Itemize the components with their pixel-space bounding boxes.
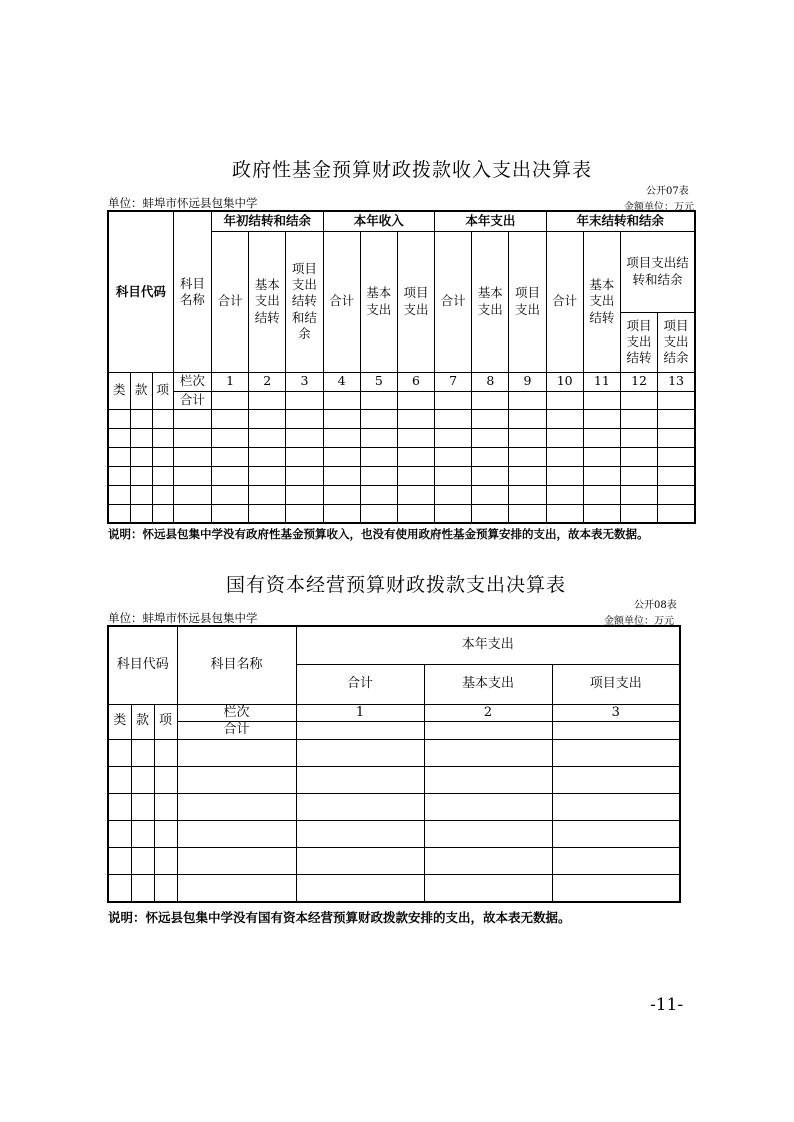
table1-amount-unit: 金额单位：万元 — [624, 202, 694, 213]
table2-total-row — [108, 722, 680, 740]
table1-header-income: 本年收入 — [323, 211, 435, 231]
table1-col-number: 8 — [472, 372, 509, 391]
table1-header-expense: 本年支出 — [435, 211, 547, 231]
table1-col-basic-income: 基本支出 — [360, 231, 397, 372]
table1-grid — [107, 210, 696, 524]
table1-col-number: 4 — [323, 372, 360, 391]
table1-col-number: 5 — [360, 372, 397, 391]
table-row — [108, 466, 695, 485]
table1-col-project-income: 项目支出 — [397, 231, 434, 372]
table1-col-basic-carry-begin: 基本支出结转 — [249, 231, 286, 372]
table2-header-expense: 本年支出 — [296, 626, 680, 664]
table1-note: 说明：怀远县包集中学没有政府性基金预算收入，也没有使用政府性基金预算安排的支出，故本表无数据。 — [108, 527, 649, 541]
table1-col-number: 12 — [620, 372, 657, 391]
table2-unit: 单位：蚌埠市怀远县包集中学 — [108, 611, 258, 625]
table-row — [108, 875, 680, 902]
table1-col-total-income: 合计 — [323, 231, 360, 372]
table-row — [108, 409, 695, 428]
table1-col-project-balance: 项目支出结余 — [658, 312, 695, 372]
table1-col-project-carry-begin: 项目支出结转和结余 — [286, 231, 323, 372]
table2-col-total: 合计 — [296, 664, 424, 704]
table1-title: 政府性基金预算财政拨款收入支出决算表 — [232, 159, 593, 181]
table1-col-project-carry: 项目支出结转 — [620, 312, 657, 372]
table1-col-number: 1 — [212, 372, 249, 391]
table1-col-total-expense: 合计 — [435, 231, 472, 372]
table2-total-label: 合计 — [177, 722, 296, 740]
table1-col-number: 9 — [509, 372, 546, 391]
table1-col-project-expense: 项目支出 — [509, 231, 546, 372]
table1-header-begin: 年初结转和结余 — [212, 211, 324, 231]
table-row — [108, 821, 680, 848]
table1-unit: 单位：蚌埠市怀远县包集中学 — [108, 196, 258, 210]
table1-kuan: 款 — [130, 372, 152, 409]
table2-note: 说明：怀远县包集中学没有国有资本经营预算财政拨款安排的支出，故本表无数据。 — [108, 910, 571, 925]
table1-col-number: 10 — [546, 372, 583, 391]
table2-col-number: 3 — [552, 704, 680, 722]
table-row — [108, 428, 695, 447]
table-row — [108, 794, 680, 821]
table2-col-number: 2 — [424, 704, 552, 722]
table2-xiang: 项 — [154, 704, 177, 740]
table-row — [108, 740, 680, 767]
table2-col-project: 项目支出 — [552, 664, 680, 704]
table1-col-total-end: 合计 — [546, 231, 583, 372]
table1-header-end: 年末结转和结余 — [546, 211, 695, 231]
table1-col-number: 11 — [583, 372, 620, 391]
table1-total-row — [108, 391, 695, 409]
table2-row-no-label: 栏次 — [177, 704, 296, 722]
table1-xiang: 项 — [152, 372, 173, 409]
table1-lei: 类 — [108, 372, 130, 409]
table2-header-subject-code: 科目代码 — [108, 626, 177, 704]
table1-col-project-carry-end: 项目支出结转和结余 — [620, 231, 695, 312]
table2-header-subject-name: 科目名称 — [177, 626, 296, 704]
table2-amount-unit: 金额单位：万元 — [604, 616, 674, 627]
table2-title: 国有资本经营预算财政拨款支出决算表 — [226, 574, 567, 596]
table-row — [108, 504, 695, 523]
table1-col-number: 13 — [658, 372, 695, 391]
table-row — [108, 485, 695, 504]
table1-col-number: 6 — [397, 372, 434, 391]
table2-grid — [107, 625, 681, 903]
table1-col-number: 2 — [249, 372, 286, 391]
table2-col-basic: 基本支出 — [424, 664, 552, 704]
table1-col-basic-expense: 基本支出 — [472, 231, 509, 372]
table-row — [108, 848, 680, 875]
table-row — [108, 767, 680, 794]
table2-lei: 类 — [108, 704, 131, 740]
table1-total-label: 合计 — [173, 391, 211, 409]
table2-kuan: 款 — [131, 704, 154, 740]
table1-row-no-label: 栏次 — [173, 372, 211, 391]
table1-col-total-begin: 合计 — [212, 231, 249, 372]
page-number: -11- — [650, 995, 684, 1015]
table1-header-subject-code: 科目代码 — [108, 211, 173, 372]
table1-col-number: 7 — [435, 372, 472, 391]
table1-code: 公开07表 — [646, 186, 689, 197]
table1-col-basic-carry-end: 基本支出结转 — [583, 231, 620, 372]
table2-code: 公开08表 — [634, 600, 677, 611]
table2-col-number: 1 — [296, 704, 424, 722]
table1-header-subject-name: 科目名称 — [173, 211, 211, 372]
table1-col-number: 3 — [286, 372, 323, 391]
table-row — [108, 447, 695, 466]
